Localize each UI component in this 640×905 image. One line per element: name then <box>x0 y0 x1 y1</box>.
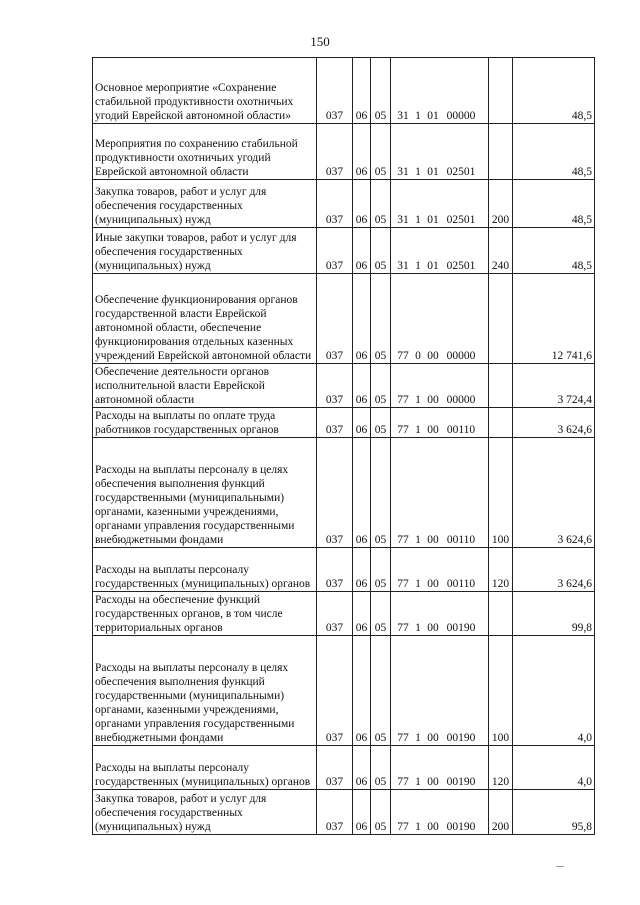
target-article-code <box>391 592 489 636</box>
ministry-code: 037 <box>317 636 353 746</box>
target-code-part: 00 <box>427 350 439 362</box>
target-code-part: 00000 <box>446 110 476 122</box>
target-code-part: 00110 <box>446 424 476 436</box>
target-code-part: 00190 <box>446 732 476 744</box>
row-name: Мероприятия по сохранению стабильной продуктивности охотничьих угодий Еврейской автономной области <box>93 124 317 180</box>
subsection-code: 05 <box>371 592 391 636</box>
target-code-part: 00190 <box>446 776 476 788</box>
amount: 3 624,6 <box>513 408 595 438</box>
section-code: 06 <box>353 636 371 746</box>
target-code-part: 00 <box>427 622 439 634</box>
target-code-part: 0 <box>415 350 421 362</box>
expense-type-code: 200 <box>489 180 513 228</box>
row-name: Расходы на выплаты персоналу государственных (муниципальных) органов <box>93 548 317 592</box>
section-code: 06 <box>353 790 371 835</box>
target-code-part: 77 <box>397 394 409 406</box>
target-article-code <box>391 746 489 790</box>
target-code-part: 02501 <box>446 260 476 272</box>
row-name: Основное мероприятие «Сохранение стабильной продуктивности охотничьих угодий Еврейской автономной области» <box>93 58 317 124</box>
target-code-part: 77 <box>397 776 409 788</box>
target-code-part: 77 <box>397 424 409 436</box>
expense-type-code <box>489 58 513 124</box>
amount: 48,5 <box>513 228 595 274</box>
amount: 48,5 <box>513 58 595 124</box>
row-name: Закупка товаров, работ и услуг для обеспечения государственных (муниципальных) нужд <box>93 790 317 835</box>
ministry-code: 037 <box>317 58 353 124</box>
target-code-part: 31 <box>397 214 409 226</box>
target-code-part: 1 <box>415 732 421 744</box>
subsection-code: 05 <box>371 746 391 790</box>
target-code-part: 77 <box>397 534 409 546</box>
target-code-part: 00 <box>427 732 439 744</box>
subsection-code: 05 <box>371 124 391 180</box>
table-row <box>93 592 595 636</box>
subsection-code: 05 <box>371 58 391 124</box>
target-article-code <box>391 124 489 180</box>
scan-mark <box>556 866 564 867</box>
ministry-code: 037 <box>317 746 353 790</box>
ministry-code: 037 <box>317 364 353 408</box>
target-code-part: 02501 <box>446 166 476 178</box>
table-row <box>93 790 595 835</box>
table-row <box>93 180 595 228</box>
table-row <box>93 58 595 124</box>
expense-type-code <box>489 364 513 408</box>
subsection-code: 05 <box>371 790 391 835</box>
expense-type-code <box>489 592 513 636</box>
target-code-part: 77 <box>397 350 409 362</box>
target-code-part: 77 <box>397 732 409 744</box>
subsection-code: 05 <box>371 180 391 228</box>
target-code-part: 1 <box>415 776 421 788</box>
section-code: 06 <box>353 124 371 180</box>
target-article-code <box>391 180 489 228</box>
row-name: Расходы на выплаты по оплате труда работников государственных органов <box>93 408 317 438</box>
subsection-code: 05 <box>371 438 391 548</box>
target-code-part: 00 <box>427 776 439 788</box>
row-name: Иные закупки товаров, работ и услуг для обеспечения государственных (муниципальных) нужд <box>93 228 317 274</box>
table-row <box>93 228 595 274</box>
target-code-part: 00 <box>427 578 439 590</box>
expense-type-code: 200 <box>489 790 513 835</box>
expense-type-code: 120 <box>489 548 513 592</box>
target-article-code <box>391 408 489 438</box>
amount: 99,8 <box>513 592 595 636</box>
section-code: 06 <box>353 408 371 438</box>
amount: 12 741,6 <box>513 274 595 364</box>
target-code-part: 1 <box>415 534 421 546</box>
target-code-part: 00 <box>427 821 439 833</box>
row-name: Расходы на выплаты персоналу в целях обеспечения выполнения функций государственными (муниципальными) органами, казенными учреждениями, органами управления государственными внебюджетными фондами <box>93 438 317 548</box>
target-code-part: 00 <box>427 534 439 546</box>
section-code: 06 <box>353 592 371 636</box>
target-code-part: 1 <box>415 110 421 122</box>
target-code-part: 77 <box>397 821 409 833</box>
target-code-part: 1 <box>415 166 421 178</box>
amount: 4,0 <box>513 746 595 790</box>
target-code-part: 31 <box>397 110 409 122</box>
target-code-part: 1 <box>415 260 421 272</box>
section-code: 06 <box>353 548 371 592</box>
subsection-code: 05 <box>371 364 391 408</box>
expense-type-code <box>489 124 513 180</box>
target-code-part: 00190 <box>446 821 476 833</box>
amount: 48,5 <box>513 124 595 180</box>
table-row <box>93 274 595 364</box>
expense-type-code <box>489 274 513 364</box>
amount: 95,8 <box>513 790 595 835</box>
target-code-part: 00000 <box>446 350 476 362</box>
target-article-code <box>391 274 489 364</box>
target-code-part: 01 <box>427 110 439 122</box>
row-name: Обеспечение деятельности органов исполнительной власти Еврейской автономной области <box>93 364 317 408</box>
target-article-code <box>391 790 489 835</box>
row-name: Расходы на выплаты персоналу государственных (муниципальных) органов <box>93 746 317 790</box>
ministry-code: 037 <box>317 548 353 592</box>
ministry-code: 037 <box>317 408 353 438</box>
target-code-part: 00 <box>427 394 439 406</box>
subsection-code: 05 <box>371 548 391 592</box>
target-code-part: 00110 <box>446 578 476 590</box>
row-name: Расходы на обеспечение функций государственных органов, в том числе территориальных органов <box>93 592 317 636</box>
section-code: 06 <box>353 364 371 408</box>
section-code: 06 <box>353 274 371 364</box>
target-article-code <box>391 636 489 746</box>
ministry-code: 037 <box>317 438 353 548</box>
ministry-code: 037 <box>317 790 353 835</box>
target-code-part: 00000 <box>446 394 476 406</box>
subsection-code: 05 <box>371 274 391 364</box>
target-code-part: 1 <box>415 394 421 406</box>
target-article-code <box>391 58 489 124</box>
amount: 48,5 <box>513 180 595 228</box>
subsection-code: 05 <box>371 636 391 746</box>
table-row <box>93 364 595 408</box>
target-code-part: 00 <box>427 424 439 436</box>
table-row <box>93 636 595 746</box>
expense-type-code <box>489 408 513 438</box>
amount: 3 624,6 <box>513 548 595 592</box>
table-row <box>93 124 595 180</box>
budget-table <box>92 57 595 835</box>
ministry-code: 037 <box>317 124 353 180</box>
target-article-code <box>391 228 489 274</box>
target-code-part: 00190 <box>446 622 476 634</box>
target-code-part: 1 <box>415 214 421 226</box>
target-code-part: 1 <box>415 578 421 590</box>
section-code: 06 <box>353 180 371 228</box>
table-row <box>93 438 595 548</box>
amount: 3 724,4 <box>513 364 595 408</box>
target-code-part: 02501 <box>446 214 476 226</box>
section-code: 06 <box>353 438 371 548</box>
section-code: 06 <box>353 228 371 274</box>
target-code-part: 00110 <box>446 534 476 546</box>
target-code-part: 01 <box>427 260 439 272</box>
target-code-part: 31 <box>397 260 409 272</box>
target-code-part: 1 <box>415 424 421 436</box>
amount: 3 624,6 <box>513 438 595 548</box>
table-row <box>93 746 595 790</box>
expense-type-code: 100 <box>489 438 513 548</box>
row-name: Закупка товаров, работ и услуг для обеспечения государственных (муниципальных) нужд <box>93 180 317 228</box>
ministry-code: 037 <box>317 274 353 364</box>
row-name: Расходы на выплаты персоналу в целях обеспечения выполнения функций государственными (муниципальными) органами, казенными учреждениями, органами управления государственными внебюджетными фондами <box>93 636 317 746</box>
expense-type-code: 100 <box>489 636 513 746</box>
row-name: Обеспечение функционирования органов государственной власти Еврейской автономной области, обеспечение функционирования отдельных казенных учреждений Еврейской автономной области <box>93 274 317 364</box>
expense-type-code: 120 <box>489 746 513 790</box>
table-row <box>93 548 595 592</box>
target-code-part: 01 <box>427 214 439 226</box>
amount: 4,0 <box>513 636 595 746</box>
target-code-part: 31 <box>397 166 409 178</box>
subsection-code: 05 <box>371 408 391 438</box>
target-code-part: 1 <box>415 622 421 634</box>
target-article-code <box>391 548 489 592</box>
page-number: 150 <box>310 34 330 49</box>
section-code: 06 <box>353 58 371 124</box>
target-code-part: 77 <box>397 578 409 590</box>
table-row <box>93 408 595 438</box>
target-article-code <box>391 438 489 548</box>
section-code: 06 <box>353 746 371 790</box>
ministry-code: 037 <box>317 228 353 274</box>
ministry-code: 037 <box>317 592 353 636</box>
subsection-code: 05 <box>371 228 391 274</box>
target-code-part: 01 <box>427 166 439 178</box>
target-article-code <box>391 364 489 408</box>
expense-type-code: 240 <box>489 228 513 274</box>
target-code-part: 1 <box>415 821 421 833</box>
ministry-code: 037 <box>317 180 353 228</box>
target-code-part: 77 <box>397 622 409 634</box>
